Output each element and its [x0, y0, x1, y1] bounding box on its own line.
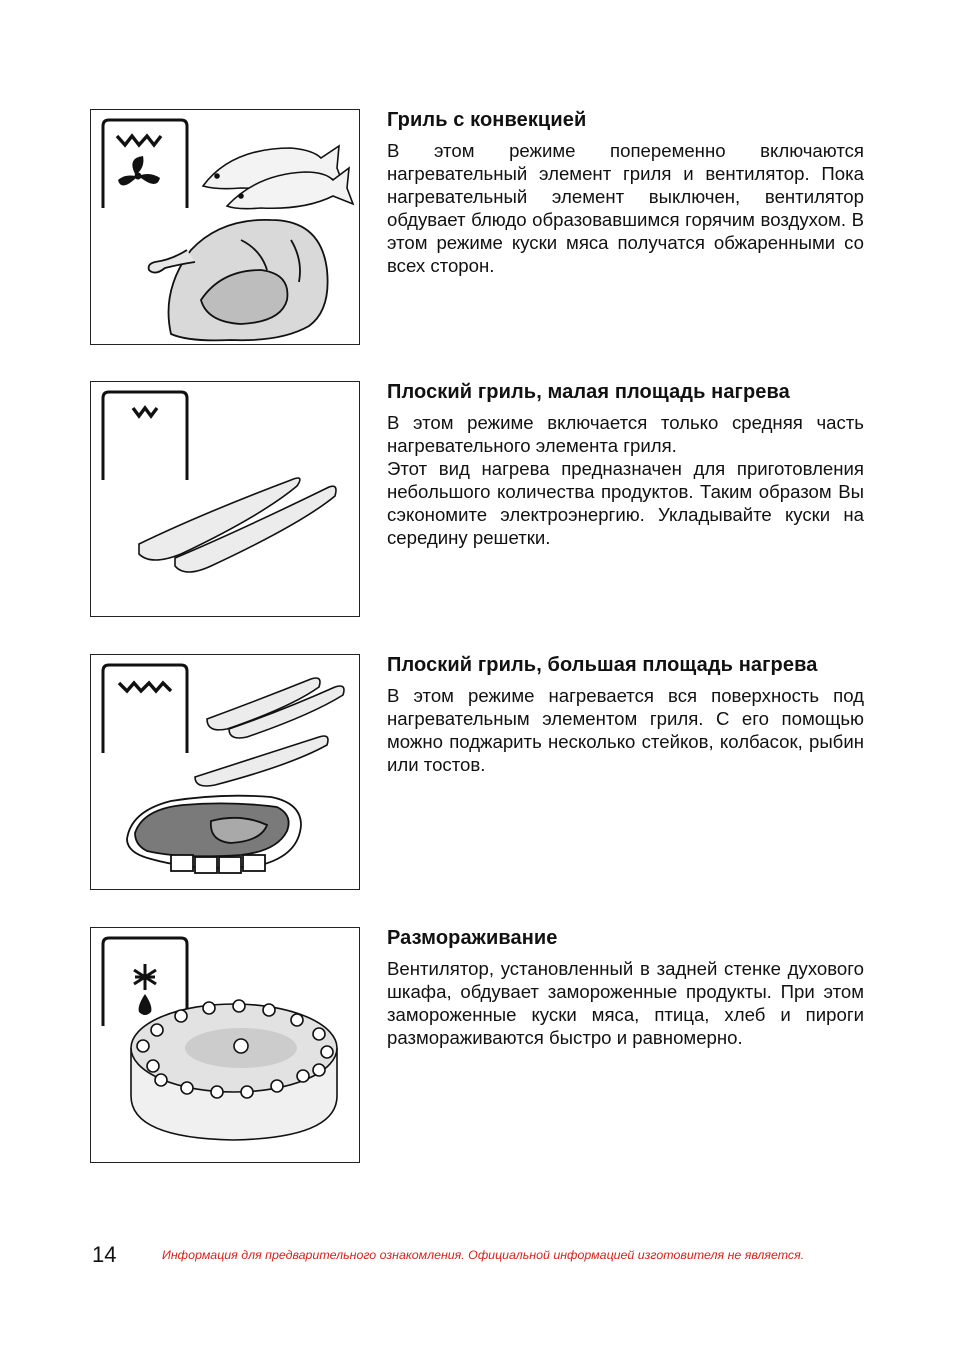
- section-text: [387, 109, 864, 277]
- section-body: Вентилятор, установленный в задней стенке духового шкафа, обдувает замороженные продукты. При этом замороженные куски мяса, птица, хлеб и пироги размораживаются быстро и равномерно.: [387, 958, 864, 1048]
- section-defrost: [90, 927, 864, 1163]
- section-body: В этом режиме нагревается вся поверхность под нагревательным элементом гриля. С его помощью можно поджарить несколько стейков, колбасок, рыбин или тостов.: [387, 685, 864, 775]
- illustration-cake: [90, 927, 360, 1163]
- sausages-drawing: [195, 678, 344, 786]
- illustration-steak-sausages: [90, 654, 360, 890]
- section-title: Плоский гриль, малая площадь нагрева: [387, 381, 790, 403]
- section-grill-large-area: [90, 654, 864, 890]
- section-grill-convection: [90, 109, 864, 345]
- section-text: [387, 654, 864, 776]
- page-number: 14: [92, 1242, 117, 1267]
- section-text: [387, 927, 864, 1049]
- section-title: Размораживание: [387, 927, 558, 949]
- section-body: В этом режиме попеременно включаются нагревательный элемент гриля и вентилятор. Пока нагревательный элемент выключен, вентилятор обдувает блюдо образовавшимся горячим воздухом. В этом режиме куски мяса получатся обжаренными со всех сторон.: [387, 140, 864, 276]
- illustration-sausages: [90, 381, 360, 617]
- illustration-chicken-fish: [90, 109, 360, 345]
- grill-large-area-icon: [103, 665, 187, 753]
- section-body: В этом режиме включается только средняя часть нагревательного элемента гриля.: [387, 412, 864, 456]
- section-text: [387, 381, 864, 549]
- chicken-drawing: [149, 220, 328, 341]
- grill-convection-icon: [103, 120, 187, 208]
- section-grill-small-area: [90, 381, 864, 617]
- section-title: Плоский гриль, большая площадь нагрева: [387, 654, 818, 676]
- grill-small-area-icon: [103, 392, 187, 480]
- section-body-2: Этот вид нагрева предназначен для приготовления небольшого количества продуктов. Таким образом Вы сэкономите электроэнергию. Укладывайте куски на середину решетки.: [387, 458, 864, 548]
- cake-drawing: [131, 1000, 337, 1140]
- steak-drawing: [127, 796, 301, 873]
- disclaimer-note: Информация для предварительного ознакомления. Официальной информацией изготовителя не является.: [162, 1248, 805, 1262]
- section-title: Гриль с конвекцией: [387, 109, 587, 131]
- fish-drawing: [203, 146, 353, 209]
- sausage-drawing: [139, 478, 336, 572]
